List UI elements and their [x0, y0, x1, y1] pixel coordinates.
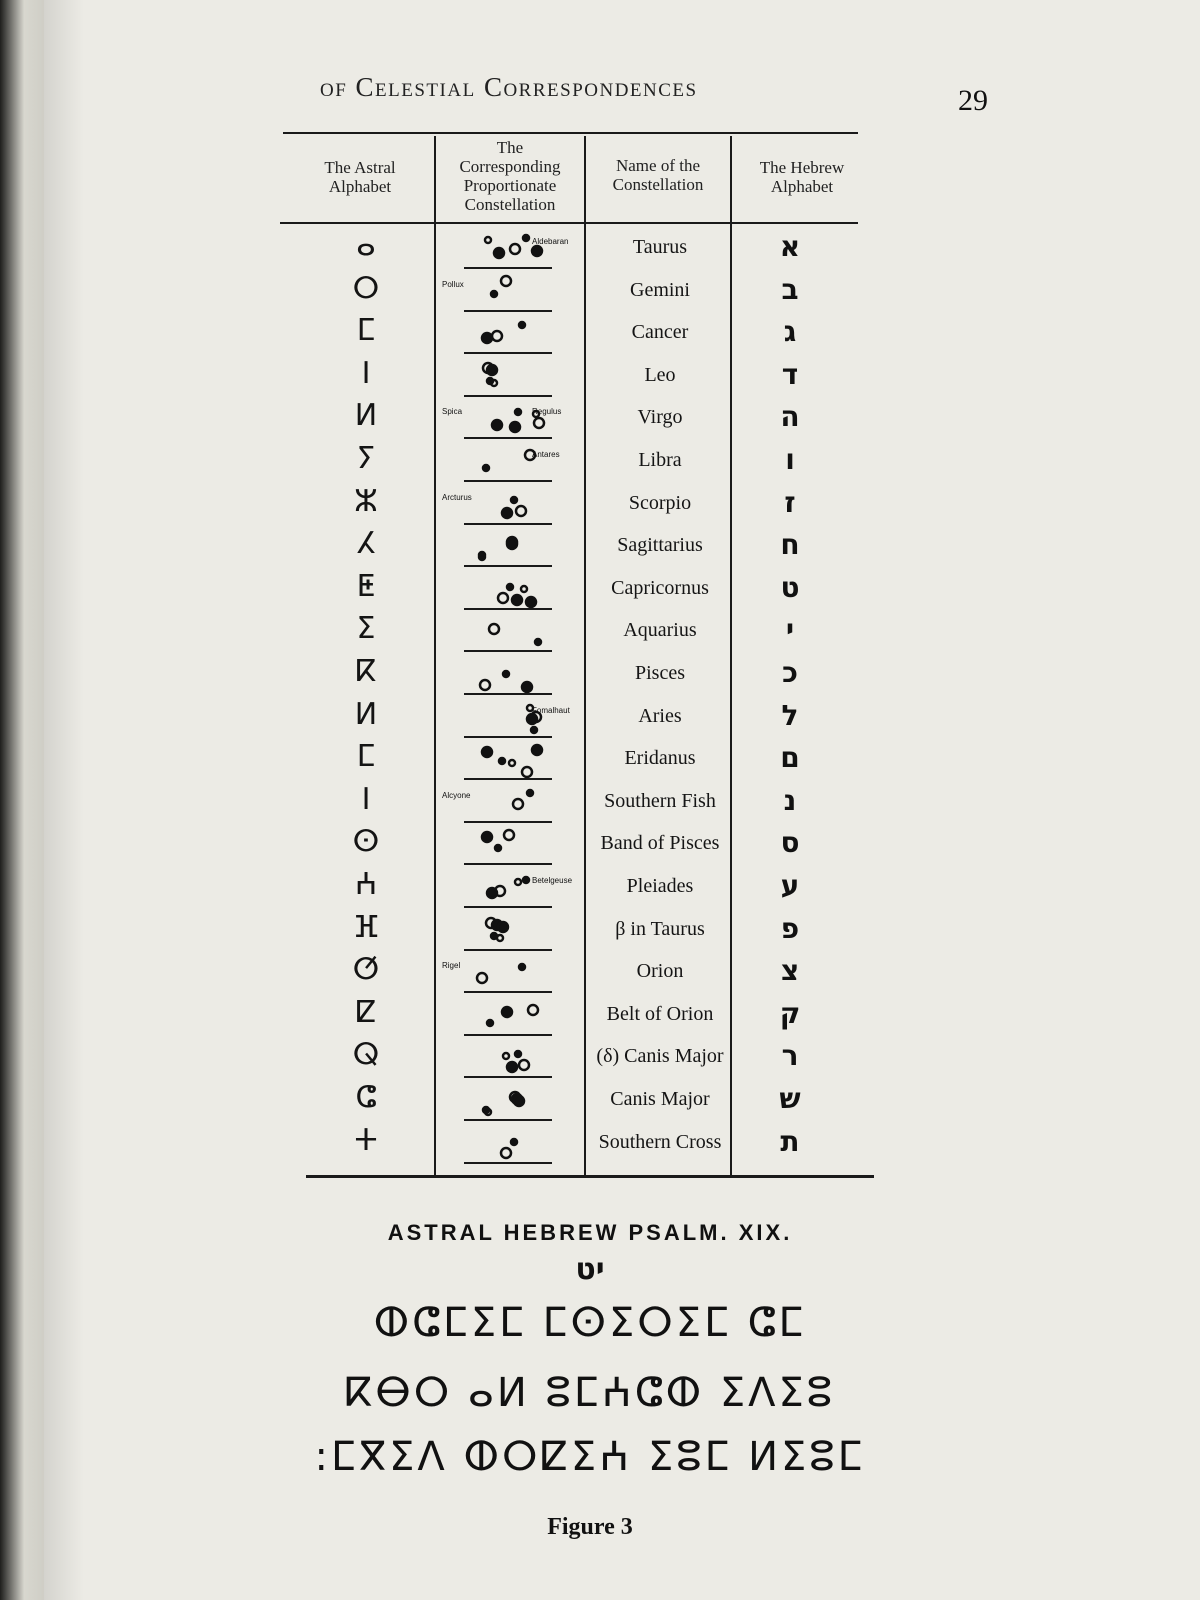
constellation-name: Band of Pisces	[600, 832, 720, 855]
star-label: Regulus	[532, 407, 562, 417]
astral-letter: ⵣ	[354, 483, 378, 519]
psalm-line: ⵀⵛⵎⵉⵎ ⵎⵙⵉⵔⵉⵎ ⵛⵎ	[373, 1300, 807, 1346]
header-astral-alphabet: The Astral Alphabet	[324, 158, 396, 196]
hebrew-letter: ע	[780, 869, 800, 902]
star-dot	[515, 879, 521, 885]
star-dot	[511, 497, 517, 503]
star-dot	[477, 973, 487, 983]
constellation-figure	[440, 443, 590, 483]
psalm-line: ⴽⴱⵔ ⴰⵍ ⵓⵎⵄⵛⵀ ⵉⴷⵉⵓ	[344, 1370, 836, 1416]
star-dot	[509, 760, 515, 766]
astral-letter: ⵜ	[354, 1122, 378, 1158]
astral-letter: ⵍ	[354, 398, 378, 434]
hebrew-letter: ד	[781, 357, 799, 391]
star-dot	[515, 409, 521, 415]
figure-caption: Figure 3	[547, 1514, 633, 1540]
hebrew-letter: ז	[784, 485, 796, 519]
star-dot	[485, 237, 491, 243]
star-dot	[519, 964, 525, 970]
star-dot	[532, 246, 542, 256]
star-label: Rigel	[442, 961, 461, 971]
constellation-figure	[440, 1039, 590, 1079]
star-dot	[501, 1148, 511, 1158]
constellation-figure	[440, 400, 590, 440]
constellation-figure	[440, 826, 590, 866]
constellation-figure	[440, 315, 590, 355]
running-head: of Celestial Correspondences	[320, 72, 698, 102]
hebrew-letter: נ	[783, 783, 797, 817]
star-dot	[528, 1005, 538, 1015]
constellation-figure	[440, 997, 590, 1037]
constellation-figure	[440, 699, 590, 739]
star-label: Arcturus	[442, 492, 472, 502]
constellation-figure	[440, 486, 590, 526]
astral-letter: ⵎ	[356, 739, 376, 775]
constellation-name: Orion	[636, 960, 684, 983]
astral-letter: ⵚ	[352, 952, 380, 988]
constellation-figure	[440, 954, 590, 994]
constellation-figure	[440, 869, 590, 909]
constellation-name: Virgo	[637, 406, 683, 429]
star-dot	[498, 922, 508, 932]
constellation-figure	[440, 613, 590, 653]
hebrew-letter: ו	[785, 443, 795, 476]
astral-letter: ⵏ	[361, 781, 371, 817]
constellation-figure	[440, 528, 590, 568]
astral-letter: ⴽ	[355, 654, 377, 689]
header-constellation-name: Name of the Constellation	[612, 156, 704, 194]
constellation-name: Eridanus	[624, 747, 696, 770]
star-dot	[515, 1051, 521, 1057]
hebrew-letter: ה	[780, 400, 800, 434]
constellation-figure	[440, 784, 590, 824]
hebrew-letter: צ	[780, 954, 800, 988]
hebrew-letter: ם	[780, 741, 800, 775]
star-label: Betelgeuse	[532, 876, 573, 885]
constellation-name: Southern Cross	[598, 1130, 722, 1153]
star-dot	[519, 322, 525, 328]
star-dot	[507, 584, 513, 590]
astral-letter: ⵎ	[356, 313, 376, 349]
star-dot	[494, 248, 504, 258]
constellation-name: Canis Major	[610, 1088, 710, 1110]
star-dot	[503, 671, 509, 677]
star-dot	[489, 624, 499, 634]
astral-letter: ⵙ	[352, 824, 380, 860]
table-bottom-rule	[306, 1175, 874, 1178]
hebrew-letter: א	[779, 230, 801, 263]
page-number: 29	[958, 84, 988, 117]
star-dot	[527, 714, 537, 724]
star-dot	[523, 877, 529, 883]
star-dot	[502, 1007, 512, 1017]
hebrew-letter: י	[785, 613, 795, 647]
psalm-line: ⵎⴳⵉⴷ ⵀⵔⵇⵉⵄ ⵉⵓⵎ ⵍⵉⵓⵎ:	[314, 1434, 866, 1480]
psalm-title: ASTRAL HEBREW PSALM. XIX.	[387, 1220, 793, 1245]
constellation-name: Belt of Orion	[606, 1002, 714, 1025]
star-dot	[497, 935, 503, 941]
star-dot	[487, 1020, 493, 1026]
constellation-name: β in Taurus	[615, 917, 705, 940]
star-dot	[531, 727, 537, 733]
star-dot	[501, 276, 511, 286]
star-dot	[513, 799, 523, 809]
star-dot	[499, 758, 505, 764]
constellation-figure	[440, 1125, 590, 1165]
constellation-name: Aries	[638, 704, 682, 727]
astral-letter: ⵕ	[352, 1037, 380, 1073]
astral-letter: ⵇ	[355, 994, 377, 1030]
astral-letter: ⵛ	[355, 1080, 377, 1115]
star-label: Fomalhaut	[532, 705, 570, 715]
star-dot	[492, 331, 502, 341]
hebrew-letter: ק	[779, 996, 801, 1030]
astral-letter: ⵟ	[356, 568, 376, 604]
facing-page-edge	[0, 0, 44, 1600]
constellation-name: Scorpio	[628, 491, 692, 514]
star-dot	[510, 422, 520, 432]
star-dot	[487, 888, 497, 898]
constellation-name: Cancer	[631, 321, 689, 344]
star-dot	[482, 333, 492, 343]
hebrew-letter: ג	[783, 315, 797, 349]
star-dot	[491, 291, 497, 297]
hebrew-letter: ח	[780, 528, 800, 562]
header-corresponding-constellation: The Corresponding Proportionate Constellation	[459, 138, 561, 214]
star-dot	[519, 1060, 529, 1070]
astral-letter: ⵃ	[356, 526, 376, 562]
star-dot	[534, 418, 544, 428]
constellation-name: Leo	[644, 363, 676, 386]
astral-letter: ⴰ	[356, 228, 376, 263]
astral-letter: ⴼ	[352, 909, 380, 945]
star-label: Aldebaran	[532, 237, 569, 246]
constellation-name: Pleiades	[626, 875, 694, 897]
constellation-name: Southern Fish	[604, 789, 716, 812]
star-dot	[482, 832, 492, 842]
constellation-name: Pisces	[635, 662, 685, 684]
astral-letter: ⵉ	[356, 611, 376, 647]
star-label: Pollux	[442, 279, 464, 289]
star-dot	[535, 639, 541, 645]
star-dot	[491, 380, 497, 386]
table-top-rule	[283, 132, 858, 134]
star-dot	[522, 682, 532, 692]
table-header-rule	[280, 222, 858, 224]
hebrew-letter: ס	[780, 826, 800, 860]
constellation-name: Libra	[638, 449, 682, 471]
star-label: Spica	[442, 407, 463, 417]
star-label: Antares	[532, 450, 560, 459]
hebrew-letter: פ	[780, 911, 800, 945]
hebrew-letter: ש	[779, 1082, 801, 1115]
constellation-figure	[440, 1082, 590, 1122]
constellation-figure	[440, 912, 590, 952]
star-dot	[504, 830, 514, 840]
star-dot	[492, 420, 502, 430]
psalm-number-hebrew: יט	[575, 1252, 605, 1287]
astral-letter: ⵢ	[356, 441, 376, 476]
constellation-figure	[440, 571, 590, 611]
star-dot	[498, 593, 508, 603]
constellation-name: Taurus	[632, 236, 688, 258]
astral-letter: ⵔ	[352, 270, 380, 306]
star-dot	[511, 1139, 517, 1145]
astral-letter: ⵄ	[354, 867, 378, 902]
hebrew-letter: ל	[781, 698, 799, 732]
star-dot	[487, 365, 497, 375]
constellation-figure	[440, 741, 590, 781]
hebrew-letter: ר	[781, 1039, 799, 1073]
star-dot	[507, 1062, 517, 1072]
star-label: Alcyone	[442, 790, 471, 800]
star-dot	[521, 586, 527, 592]
constellation-figure	[440, 656, 590, 696]
star-dot	[522, 767, 532, 777]
page-gutter-shadow	[44, 0, 84, 1600]
constellation-name: Capricornus	[611, 576, 709, 599]
star-dot	[527, 790, 533, 796]
constellation-name: Gemini	[630, 278, 690, 301]
column-divider	[434, 136, 436, 1176]
hebrew-letter: ת	[780, 1124, 800, 1158]
star-dot	[503, 1053, 509, 1059]
star-dot	[483, 465, 489, 471]
hebrew-letter: ט	[780, 570, 800, 604]
star-dot	[526, 597, 536, 607]
astral-letter: ⵏ	[361, 355, 371, 391]
star-dot	[507, 539, 517, 549]
constellation-name: Aquarius	[623, 619, 697, 642]
constellation-figure	[440, 230, 590, 270]
star-dot	[512, 595, 522, 605]
star-dot	[495, 845, 501, 851]
constellation-figure	[440, 273, 590, 313]
constellation-name: (δ) Canis Major	[596, 1045, 724, 1068]
header-hebrew-alphabet: The Hebrew Alphabet	[759, 158, 845, 196]
astral-letter: ⵍ	[354, 696, 378, 732]
constellation-figure	[440, 358, 590, 398]
star-dot	[532, 745, 542, 755]
star-dot	[502, 508, 512, 518]
star-dot	[523, 235, 529, 241]
star-dot	[516, 506, 526, 516]
constellation-name: Sagittarius	[617, 534, 703, 557]
star-dot	[482, 747, 492, 757]
star-dot	[480, 680, 490, 690]
star-dot	[514, 1096, 524, 1106]
hebrew-letter: כ	[782, 656, 798, 689]
star-dot	[510, 244, 520, 254]
hebrew-letter: ב	[781, 272, 799, 306]
